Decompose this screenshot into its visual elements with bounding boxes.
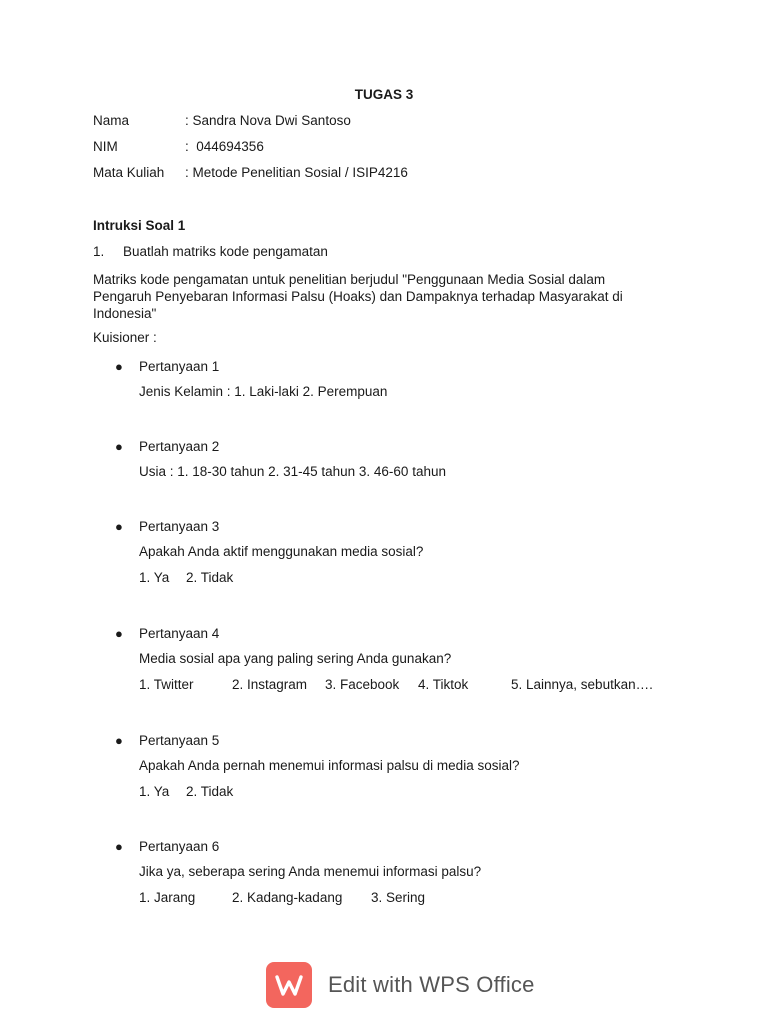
wps-banner-text: Edit with WPS Office bbox=[328, 972, 535, 997]
question-head: Pertanyaan 5 bbox=[139, 732, 220, 748]
option: 3. Sering bbox=[371, 890, 426, 905]
meta-row-nim bbox=[93, 139, 264, 154]
option: 2. Kadang-kadang bbox=[232, 890, 343, 905]
question-5 bbox=[115, 731, 675, 799]
bullet-icon: ● bbox=[115, 518, 123, 534]
question-2 bbox=[115, 437, 675, 479]
option: 2. Instagram bbox=[232, 677, 308, 692]
bullet-icon: ● bbox=[115, 625, 123, 641]
meta-label: Nama bbox=[93, 113, 130, 128]
bullet-icon: ● bbox=[115, 358, 123, 374]
question-head: Pertanyaan 6 bbox=[139, 838, 220, 854]
task-item: 1. Buatlah matriks kode pengamatan bbox=[93, 244, 328, 259]
question-6 bbox=[115, 837, 675, 905]
meta-label: Mata Kuliah bbox=[93, 165, 165, 180]
question-4 bbox=[115, 624, 675, 692]
intro-paragraph: Matriks kode pengamatan untuk penelitian berjudul "Penggunaan Media Sosial dalam Pengaruh Penyebaran Informasi Palsu (Hoaks) dan Dampaknya terhadap Masyarakat di Indonesia" bbox=[93, 272, 623, 321]
question-head: Pertanyaan 1 bbox=[139, 358, 220, 374]
question-text: Apakah Anda aktif menggunakan media sosial? bbox=[139, 544, 424, 559]
option: 5. Lainnya, sebutkan…. bbox=[511, 677, 653, 692]
question-head: Pertanyaan 3 bbox=[139, 518, 220, 534]
option: 1. Jarang bbox=[139, 890, 196, 905]
bullet-icon: ● bbox=[115, 838, 123, 854]
question-text: Jika ya, seberapa sering Anda menemui informasi palsu? bbox=[139, 864, 482, 879]
section-title: Intruksi Soal 1 bbox=[93, 218, 186, 233]
meta-value: : 044694356 bbox=[185, 139, 264, 154]
meta-value: : Sandra Nova Dwi Santoso bbox=[185, 113, 351, 128]
document-title: TUGAS 3 bbox=[354, 87, 414, 102]
option: 2. Tidak bbox=[186, 570, 234, 585]
bullet-icon: ● bbox=[115, 732, 123, 748]
kuisioner-label: Kuisioner : bbox=[93, 330, 157, 345]
question-text: Apakah Anda pernah menemui informasi palsu di media sosial? bbox=[139, 758, 520, 773]
option: 1. Ya bbox=[139, 784, 170, 799]
meta-row-mata-kuliah bbox=[93, 165, 408, 180]
edit-with-wps-banner[interactable] bbox=[266, 962, 535, 1008]
option: 1. Twitter bbox=[139, 677, 194, 692]
meta-row-nama bbox=[93, 113, 351, 128]
meta-value: : Metode Penelitian Sosial / ISIP4216 bbox=[185, 165, 408, 180]
wps-logo-icon bbox=[266, 962, 312, 1008]
question-text: Jenis Kelamin : 1. Laki-laki 2. Perempuan bbox=[139, 384, 388, 399]
option: 4. Tiktok bbox=[418, 677, 469, 692]
bullet-icon: ● bbox=[115, 438, 123, 454]
option: 2. Tidak bbox=[186, 784, 234, 799]
option: 1. Ya bbox=[139, 570, 170, 585]
question-3 bbox=[115, 517, 675, 585]
meta-label: NIM bbox=[93, 139, 118, 154]
question-text: Media sosial apa yang paling sering Anda gunakan? bbox=[139, 651, 452, 666]
question-head: Pertanyaan 2 bbox=[139, 438, 220, 454]
question-text: Usia : 1. 18-30 tahun 2. 31-45 tahun 3. 46-60 tahun bbox=[139, 464, 446, 479]
option: 3. Facebook bbox=[325, 677, 400, 692]
question-head: Pertanyaan 4 bbox=[139, 625, 220, 641]
question-1 bbox=[115, 357, 675, 399]
